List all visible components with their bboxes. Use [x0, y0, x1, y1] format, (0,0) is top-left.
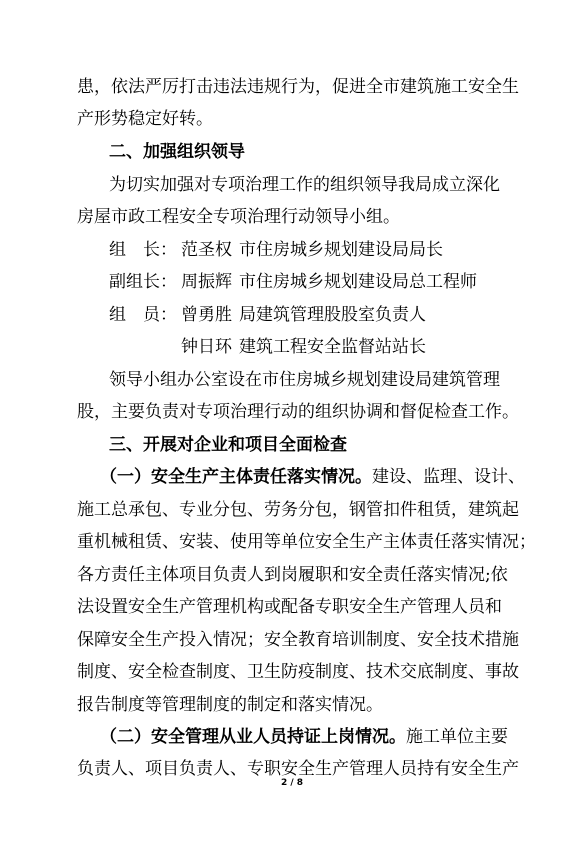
body-text-line: 制度、安全检查制度、卫生防疫制度、技术交底制度、事故 [77, 662, 519, 682]
roster-name: 范圣权 [181, 240, 232, 260]
subsection-lead: （二）安全管理从业人员持证上岗情况。 [100, 727, 406, 747]
body-text-line: 报告制度等管理制度的制定和落实情况。 [77, 695, 383, 715]
roster-title: 建筑工程安全监督站站长 [239, 337, 426, 357]
body-text-line [100, 466, 525, 488]
body-text: 建设、监理、设计、 [372, 467, 525, 487]
body-text-line: 重机械租赁、安装、使用等单位安全生产主体责任落实情况； [77, 532, 536, 552]
body-text-line: 产形势稳定好转。 [77, 109, 213, 129]
roster-role: 副组长： [109, 272, 177, 292]
roster-name: 曾勇胜 [181, 305, 232, 325]
roster-title: 局建筑管理股股室负责人 [239, 305, 426, 325]
body-text-line: 领导小组办公室设在市住房城乡规划建设局建筑管理 [109, 370, 500, 390]
body-text-line: 负责人、项目负责人、专职安全生产管理人员持有安全生产 [77, 759, 519, 779]
body-text-line [100, 726, 508, 748]
roster-role: 组 员： [109, 305, 177, 325]
roster-row [109, 271, 477, 293]
roster-row [109, 336, 426, 358]
body-text-line: 保障安全生产投入情况；安全教育培训制度、安全技术措施 [77, 630, 519, 650]
body-text-line: 施工总承包、专业分包、劳务分包，钢管扣件租赁，建筑起 [77, 500, 519, 520]
roster-row [109, 239, 443, 261]
section-heading-organization: 二、加强组织领导 [109, 142, 245, 162]
body-text-line: 患，依法严厉打击违法违规行为，促进全市建筑施工安全生 [77, 77, 519, 97]
body-text-line: 为切实加强对专项治理工作的组织领导我局成立深化 [109, 175, 500, 195]
section-heading-inspection: 三、开展对企业和项目全面检查 [109, 435, 347, 455]
body-text-line: 各方责任主体项目负责人到岗履职和安全责任落实情况;依 [77, 565, 508, 585]
roster-title: 市住房城乡规划建设局总工程师 [239, 272, 477, 292]
roster-title: 市住房城乡规划建设局局长 [239, 240, 443, 260]
roster-role: 组 长： [109, 240, 177, 260]
roster-row [109, 304, 426, 326]
body-text: 施工单位主要 [406, 727, 508, 747]
roster-name: 钟日环 [181, 337, 232, 357]
page-number: 2 / 8 [280, 778, 304, 788]
body-text-line: 房屋市政工程安全专项治理行动领导小组。 [77, 207, 400, 227]
subsection-lead: （一）安全生产主体责任落实情况。 [100, 467, 372, 487]
body-text-line: 股，主要负责对专项治理行动的组织协调和督促检查工作。 [77, 402, 519, 422]
roster-name: 周振辉 [181, 272, 232, 292]
body-text-line: 法设置安全生产管理机构或配备专职安全生产管理人员和 [77, 597, 502, 617]
